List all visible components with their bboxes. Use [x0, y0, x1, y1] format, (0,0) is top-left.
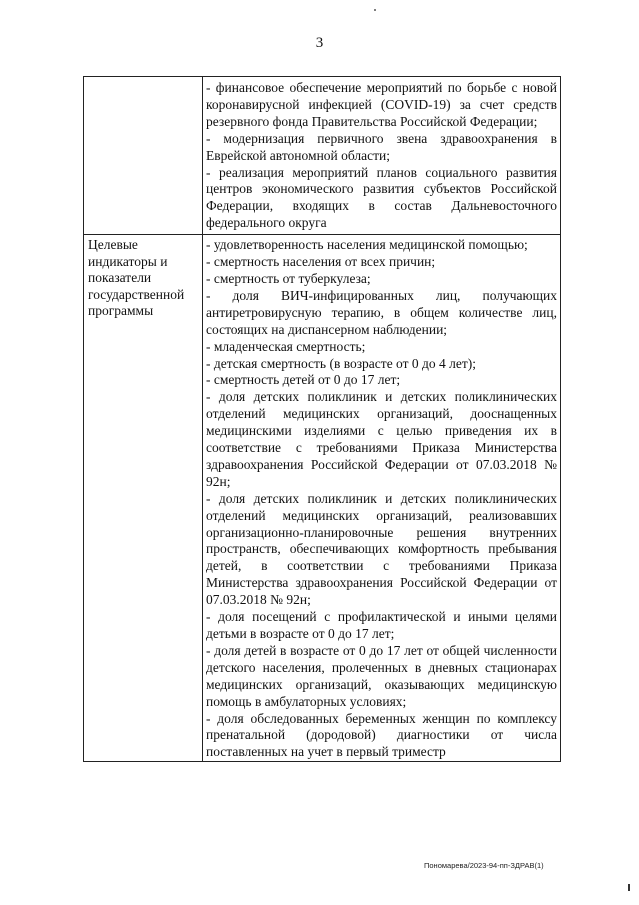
indicator-item: - доля детских поликлиник и детских поликлинических отделений медицинских организаций, дооснащенных медицинскими изделиями с целью приведения их в соответствие с требованиями Приказа Министерства здравоохранения Российской Федерации от 07.03.2018 № 92н; — [206, 389, 557, 489]
indicator-item: - доля детских поликлиник и детских поликлинических отделений медицинских организаций, реализовавших организационно-планировочные решения внутренних пространств, обеспечивающих комфортность пребывания детей, в соответствии с требованиями Приказа Министерства здравоохранения Российской Федерации от 07.03.2018 № 92н; — [206, 490, 557, 608]
scan-dot-mark — [374, 9, 376, 11]
indicator-item: - смертность населения от всех причин; — [206, 254, 436, 270]
row-label-cell — [84, 235, 203, 762]
document-footer-code: Пономарева/2023-94-пп-ЗДРАВ(1) — [424, 861, 544, 870]
indicator-item: - доля обследованных беременных женщин по комплексу пренатальной (дородовой) диагностики от числа поставленных на учет в первый триместр — [206, 710, 557, 760]
paragraph: - финансовое обеспечение мероприятий по борьбе с новой коронавирусной инфекцией (COVID-19) за счет средств резервного фонда Правительства Российской Федерации; — [206, 80, 557, 129]
indicator-item: - доля посещений с профилактической и иными целями детьми в возрасте от 0 до 17 лет; — [206, 609, 557, 641]
table-row-funding — [84, 77, 561, 235]
row-label — [84, 77, 202, 79]
paragraph: - модернизация первичного звена здравоохранения в Еврейской автономной области; — [206, 130, 557, 163]
indicator-item: - младенческая смертность; — [206, 338, 366, 354]
indicator-item: - доля детей в возрасте от 0 до 17 лет от общей численности детского населения, пролеченных в дневных стационарах медицинских организаций, оказывающих медицинскую помощь в амбулаторных условиях; — [206, 642, 557, 709]
indicator-item: - удовлетворенность населения медицинской помощью; — [206, 237, 528, 253]
program-passport-table — [83, 76, 561, 762]
row-label-cell-empty — [84, 77, 203, 235]
indicators-content-cell — [203, 235, 561, 762]
row-content-cell — [203, 77, 561, 235]
indicator-item: - детская смертность (в возрасте от 0 до 4 лет); — [206, 355, 477, 371]
table-row-indicators — [84, 235, 561, 762]
indicator-item: - доля ВИЧ-инфицированных лиц, получающих антиретровирусную терапию, в общем количестве лиц, состоящих на диспансерном наблюдении; — [206, 287, 557, 337]
page-number: 3 — [315, 35, 324, 51]
indicators-label: Целевые индикаторы и показатели государственной программы — [88, 237, 185, 319]
indicator-item: - смертность от туберкулеза; — [206, 270, 371, 286]
scan-edge-mark — [628, 884, 630, 891]
indicator-item: - смертность детей от 0 до 17 лет; — [206, 372, 401, 388]
paragraph: - реализация мероприятий планов социального развития центров экономического развития субъектов Российской Федерации, входящих в состав Дальневосточного федерального округа — [206, 164, 557, 231]
